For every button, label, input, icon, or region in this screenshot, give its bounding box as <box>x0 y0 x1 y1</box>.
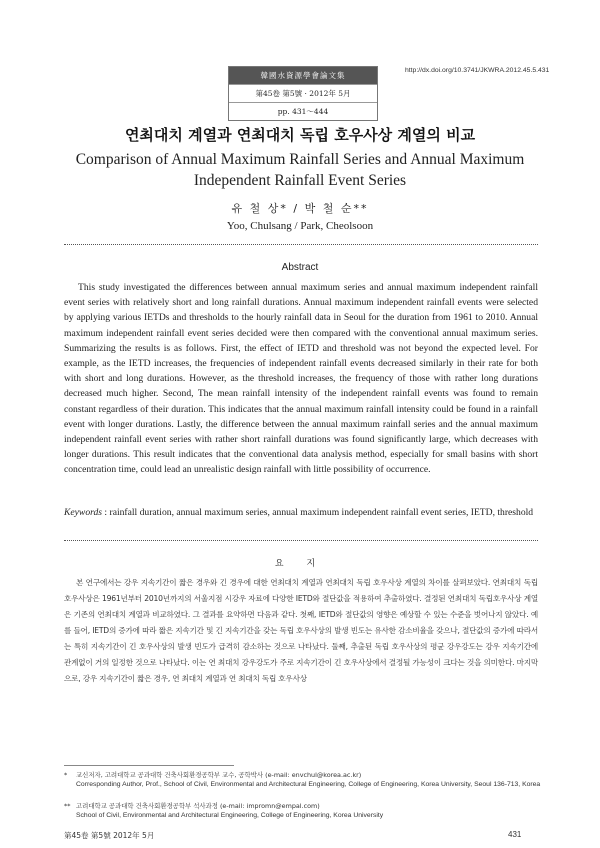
footnote-1 <box>64 770 544 790</box>
journal-pages: pp. 431～444 <box>229 102 377 120</box>
journal-name: 韓國水資源學會論文集 <box>229 67 377 84</box>
journal-info-box <box>228 66 378 121</box>
divider <box>64 540 538 541</box>
authors-english: Yoo, Chulsang / Park, Cheolsoon <box>226 220 374 232</box>
footer-journal: 第45卷 第5號 2012年 5月 <box>64 831 155 840</box>
footnote-1-korean: 교신저자, 고려대학교 공과대학 건축사회환경공학부 교수, 공학박사 (e-mail: envchul@korea.ac.kr) <box>76 771 362 779</box>
page-number: 431 <box>508 830 522 839</box>
abstract-heading: Abstract <box>281 262 319 273</box>
footnote-2-mark: ** <box>64 802 71 810</box>
divider <box>64 244 538 245</box>
footnote-1-mark: * <box>64 771 68 779</box>
korean-abstract-heading: 요 지 <box>274 559 326 569</box>
footnote-1-english: Corresponding Author, Prof., School of Civil, Environmental and Architectural Engineering, College of Engineering, Korea University, Seoul 136-713, Korea <box>76 781 541 788</box>
keywords: Keywords : rainfall duration, annual maximum series, annual maximum independent rainfall event series, IETD, threshold <box>64 507 534 518</box>
footnote-2-english: School of Civil, Environmental and Architectural Engineering, College of Engineering, Korea University <box>76 812 384 819</box>
title-english: Comparison of Annual Maximum Rainfall Series and Annual Maximum Independent Rainfall Event Series <box>75 151 525 189</box>
footnote-2-korean: 고려대학교 공과대학 건축사회환경공학부 석사과정 (e-mail: impromn@empal.com) <box>76 802 320 810</box>
doi-link[interactable]: http://dx.doi.org/10.3741/JKWRA.2012.45.5.431 <box>405 67 550 74</box>
footnote-2 <box>64 801 544 821</box>
journal-volume: 第45卷 第5號 · 2012年 5月 <box>229 84 377 102</box>
korean-abstract-text: 본 연구에서는 강우 지속기간이 짧은 경우와 긴 경우에 대한 연최대치 계열과 연최대치 독립 호우사상 계열의 차이를 살펴보았다. 연최대치 독립호우사상은 1961년부터 2010년까지의 서울지점 시강우 자료에 다양한 IETD와 절단값을 적용하여 추출하였다. 결정된 연최대치 독립호우사상 계열은 기존의 연최대치 계열과 비교하였다. 그 결과를 요약하면 다음과 같다. 첫째, IETD와 절단값의 영향은 예상할 수 있는 수준을 벗어나지 않았다. 예를 들어, IETD의 증가에 따라 짧은 지속기간 및 긴 지속기간을 갖는 독립 호우사상의 발생 빈도는 유사한 감소비율을 갖으나, 절단값의 증가에 따라서는 특히 지속기간이 긴 호우사상의 발생 빈도가 급격히 감소하는 것으로 나타났다. 둘째, 추출된 독립 호우사상의 평균 강우강도는 강우 지속기간에 관계없이 거의 일정한 것으로 나타났다. 이는 연 최대치 강우강도가 주로 지속기간이 긴 호우사상에서 결정될 가능성이 크다는 것을 의미한다. 마지막으로, 강우 지속기간이 짧은 경우, 연 최대치 계열과 연 최대치 독립 호우사상 <box>64 578 538 683</box>
keywords-text: rainfall duration, annual maximum series, annual maximum independent rainfall event series, IETD, threshold <box>109 507 534 518</box>
footnote-divider <box>64 765 234 766</box>
title-korean: 연최대치 계열과 연최대치 독립 호우사상 계열의 비교 <box>124 126 476 144</box>
keywords-label: Keywords <box>64 507 103 518</box>
authors-korean: 유 철 상* / 박 철 순** <box>231 202 369 215</box>
abstract-text: This study investigated the differences between annual maximum series and annual maximum independent rainfall event series with relatively short and long rainfall durations. Annual maximum independent rainfall events were selected by applying various IETDs and thresholds to the hourly rainfall data in Seoul for the duration from 1961 to 2010. Annual maximum independent rainfall event series decided were then compared with the conventional annual maximum series. Summarizing the results is as follows. First, the effect of IETD and threshold was not beyond the expected level. For example, as the IETD increases, the frequencies of independent rainfall events decreased similarly in their rate for both with short and long durations. However, as the threshold increases, the frequency of those with rather long durations decreased much higher. Second, The mean rainfall intensity of the independent rainfall events was found to remain constant regardless of their duration. This indicates that the annual maximum rainfall intensity could be found in a rainfall event with longer durations. Lastly, the difference between the annual maximum rainfall series and the annual maximum independent rainfall event series with rather short rainfall durations was found significantly large, which decreases with longer durations. This result indicates that the conventional data analysis method, especially for small basins with short concentration time, could lead an unrealistic design rainfall with little possibility of occurrence. <box>64 282 538 476</box>
